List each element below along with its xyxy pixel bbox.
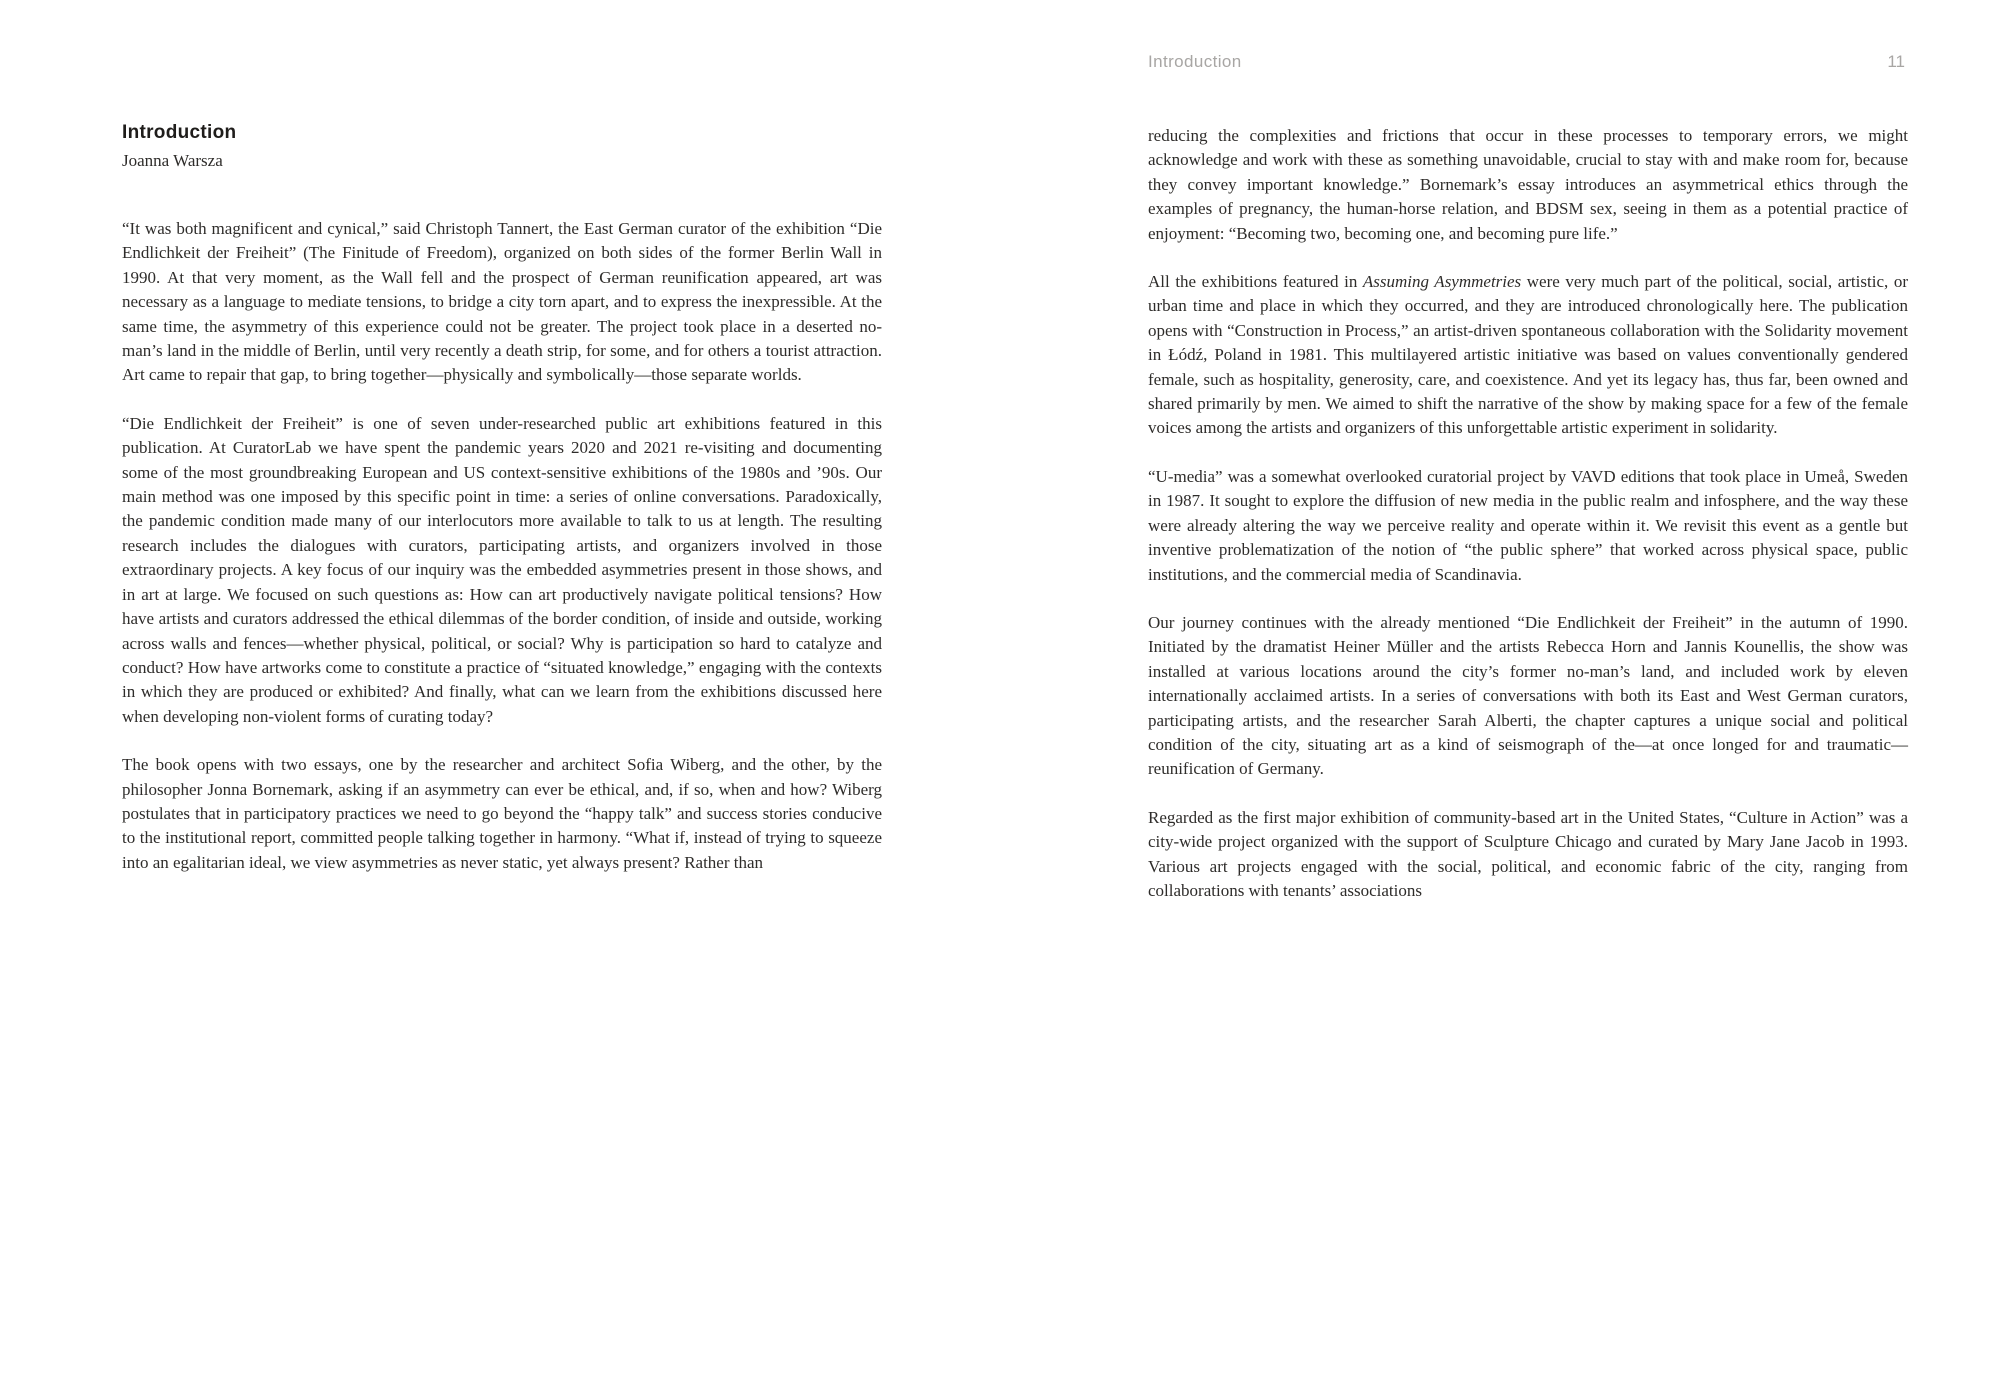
paragraph bbox=[122, 412, 882, 729]
page-number: 11 bbox=[1887, 52, 1905, 71]
text-segment: All the exhibitions featured in bbox=[1148, 272, 1363, 292]
chapter-title: Introduction bbox=[122, 122, 237, 143]
text-segment: The book opens with two essays, one by the researcher and architect Sofia Wiberg, and the other, by the philosopher Jonna Bornemark, asking if an asymmetry can ever be ethical, and, if so, when and how? Wiberg postulates that in participatory practices we need to go beyond the “happy talk” and success stories conducive to the institutional report, committed people talking together in harmony. “What if, instead of trying to squeeze into an egalitarian ideal, we view asymmetries as never static, yet always present? Rather than bbox=[122, 755, 882, 872]
left-column bbox=[122, 122, 882, 875]
text-segment: “Die Endlichkeit der Freiheit” is one of seven under-researched public art exhibitions featured in this publication. At CuratorLab we have spent the pandemic years 2020 and 2021 re-visiting and documenting some of the most groundbreaking European and US context-sensitive exhibitions of the 1980s and ’90s. Our main method was one imposed by this specific point in time: a series of online conversations. Paradoxically, the pandemic condition made many of our interlocutors more available to talk to us at length. The resulting research includes the dialogues with curators, participating artists, and organizers involved in those extraordinary projects. A key focus of our inquiry was the embedded asymmetries present in those shows, and in art at large. We focused on such questions as: How can art productively navigate political tensions? How have artists and curators addressed the ethical dilemmas of the border condition, of inside and outside, working across walls and fences—whether physical, political, or social? Why is participation so hard to catalyze and conduct? How have artworks come to constitute a practice of “situated knowledge,” engaging with the contexts in which they are produced or exhibited? And finally, what can we learn from the exhibitions discussed here when developing non-violent forms of curating today? bbox=[122, 413, 882, 726]
right-column bbox=[1148, 124, 1908, 903]
text-segment: “It was both magnificent and cynical,” said Christoph Tannert, the East German curator of the exhibition “Die Endlichkeit der Freiheit” (The Finitude of Freedom), organized on both sides of the former Berlin Wall in 1990. At that very moment, as the Wall fell and the prospect of German reunification appeared, art was necessary as a language to mediate tensions, to bridge a city torn apart, and to express the inexpressible. At the same time, the asymmetry of this experience could not be greater. The project took place in a deserted no-man’s land in the middle of Berlin, until very recently a death strip, for some, and for others a tourist attraction. Art came to repair that gap, to bring together—physically and symbolically—those separate worlds. bbox=[122, 219, 882, 385]
paragraph bbox=[1148, 806, 1908, 904]
paragraph bbox=[1148, 270, 1908, 441]
text-segment: “U-media” was a somewhat overlooked curatorial project by VAVD editions that took place in Umeå, Sweden in 1987. It sought to explore the diffusion of new media in the public realm and infosphere, and the way these were already altering the way we perceive reality and operate within it. We revisit this event as a gentle but inventive problematization of the notion of “the public sphere” that worked across physical space, public institutions, and the commercial media of Scandinavia. bbox=[1148, 466, 1908, 584]
left-column-text bbox=[122, 217, 882, 875]
right-column-text bbox=[1148, 124, 1908, 903]
text-segment: Our journey continues with the already mentioned “Die Endlichkeit der Freiheit” in the autumn of 1990. Initiated by the dramatist Heiner Müller and the artists Rebecca Horn and Jannis Kounellis, the show was installed at various locations around the city’s former no-man’s land, and included work by eleven internationally acclaimed artists. In a series of conversations with both its East and West German curators, participating artists, and the researcher Sarah Alberti, the chapter captures a unique social and political condition of the city, situating art as a kind of seismograph of the—at once longed for and traumatic—reunification of Germany. bbox=[1148, 612, 1908, 779]
text-segment: were very much part of the political, social, artistic, or urban time and place in which they occurred, and they are introduced chronologically here. The publication opens with “Construction in Process,” an artist-driven spontaneous collaboration with the Solidarity movement in Łódź, Poland in 1981. This multilayered artistic initiative was based on values conventionally gendered female, such as hospitality, generosity, care, and coexistence. And yet its legacy has, thus far, been owned and shared primarily by men. We aimed to shift the narrative of the show by making space for a few of the female voices among the artists and organizers of this unforgettable artistic experiment in solidarity. bbox=[1148, 272, 1908, 438]
text-segment: reducing the complexities and frictions that occur in these processes to temporary errors, we might acknowledge and work with these as something unavoidable, crucial to stay with and make room for, because they convey important knowledge.” Bornemark’s essay introduces an asymmetrical ethics through the examples of pregnancy, the human-horse relation, and BDSM sex, seeing in them as a potential practice of enjoyment: “Becoming two, becoming one, and becoming pure life.” bbox=[1148, 126, 1908, 243]
paragraph bbox=[1148, 465, 1908, 587]
italic-text: Assuming Asymmetries bbox=[1362, 272, 1522, 292]
paragraph bbox=[1148, 124, 1908, 246]
text-segment: Regarded as the first major exhibition of community-based art in the United States, “Culture in Action” was a city-wide project organized with the support of Sculpture Chicago and curated by Mary Jane Jacob in 1993. Various art projects engaged with the social, political, and economic fabric of the city, ranging from collaborations with tenants’ associations bbox=[1148, 807, 1908, 900]
paragraph bbox=[122, 753, 882, 875]
paragraph bbox=[122, 217, 882, 388]
chapter-author: Joanna Warsza bbox=[122, 151, 223, 170]
running-header: Introduction bbox=[1148, 52, 1242, 71]
paragraph bbox=[1148, 611, 1908, 782]
